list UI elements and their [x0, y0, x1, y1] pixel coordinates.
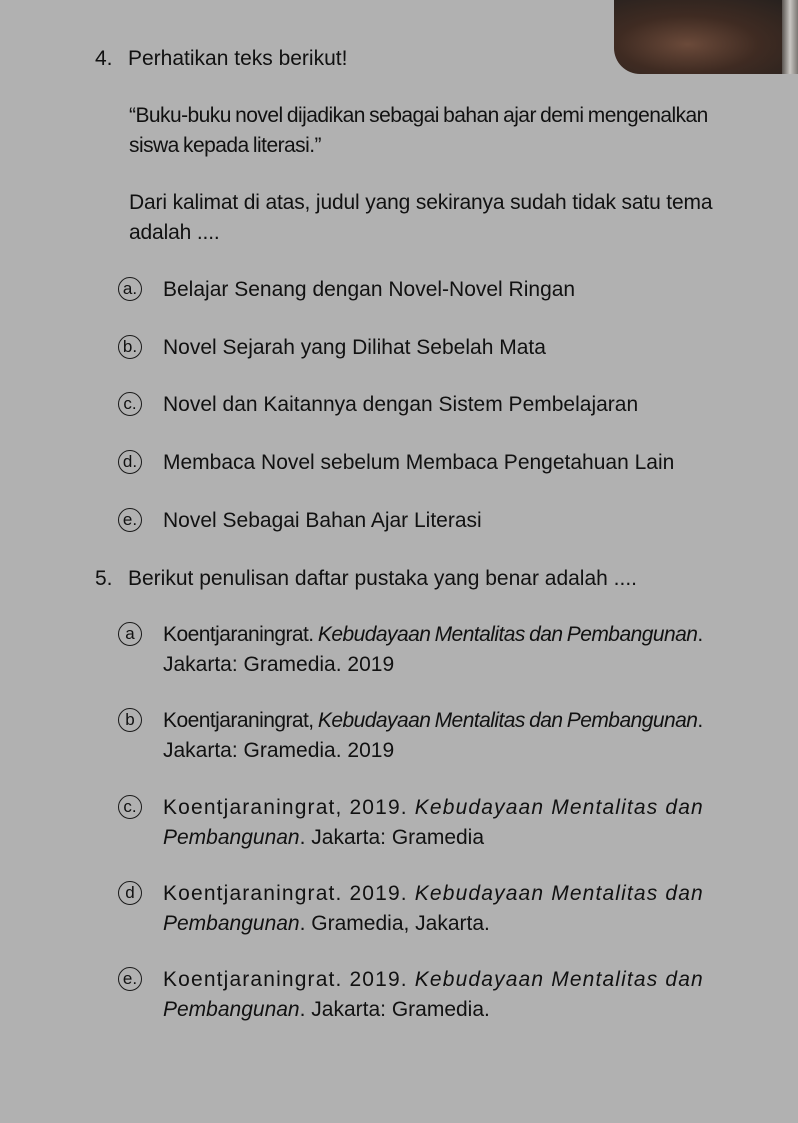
question-prompt: Perhatikan teks berikut!	[128, 47, 348, 70]
corner-photo	[614, 0, 798, 74]
option-letter-badge: d	[118, 881, 142, 905]
quote-paragraph	[129, 101, 789, 161]
option-text: Novel Sejarah yang Dilihat Sebelah Mata	[163, 336, 546, 359]
option-letter-badge: a.	[118, 277, 142, 301]
option-letter-badge: d.	[118, 450, 142, 474]
question-prompt: Berikut penulisan daftar pustaka yang benar adalah ....	[128, 567, 638, 590]
citation-publisher: Jakarta: Gramedia. 2019	[163, 653, 395, 676]
question-number: 5.	[95, 567, 113, 590]
option-text	[163, 966, 704, 1021]
quote-line: “Buku-buku novel dijadikan sebagai bahan ajar demi mengenalkan	[129, 104, 708, 127]
option-text: Membaca Novel sebelum Membaca Pengetahuan Lain	[163, 451, 675, 474]
option-text: Novel Sebagai Bahan Ajar Literasi	[163, 509, 482, 532]
citation-title: Kebudayaan Mentalitas dan	[414, 796, 704, 819]
option-text	[163, 707, 703, 762]
citation-title: Kebudayaan Mentalitas dan	[414, 968, 704, 991]
citation-title: Kebudayaan Mentalitas dan Pembangunan	[317, 623, 698, 646]
question-paragraph	[129, 188, 789, 248]
option-letter-badge: e.	[118, 508, 142, 532]
option-text	[163, 880, 704, 935]
question-number: 4.	[95, 47, 113, 70]
question-line: Dari kalimat di atas, judul yang sekiranya sudah tidak satu tema	[129, 191, 713, 214]
citation-end: .	[697, 623, 703, 646]
quote-line: siswa kepada literasi.”	[129, 134, 321, 157]
photo-edge	[782, 0, 798, 74]
option-letter-badge: b.	[118, 335, 142, 359]
option-letter-badge: e.	[118, 967, 142, 991]
option-letter-badge: c.	[118, 795, 142, 819]
question-line: adalah ....	[129, 221, 220, 244]
citation-title: Kebudayaan Mentalitas dan Pembangunan	[317, 709, 698, 732]
option-letter-badge: a	[118, 622, 142, 646]
citation-author: Koentjaraningrat. 2019.	[163, 968, 415, 991]
option-letter-badge: c.	[118, 392, 142, 416]
option-text: Belajar Senang dengan Novel-Novel Ringan	[163, 278, 576, 301]
option-letter-badge: b	[118, 708, 142, 732]
citation-title: Pembangunan	[163, 826, 300, 849]
citation-title: Kebudayaan Mentalitas dan	[414, 882, 704, 905]
citation-author: Koentjaraningrat.	[163, 623, 318, 646]
citation-publisher: . Jakarta: Gramedia.	[299, 998, 490, 1021]
option-text	[163, 621, 703, 676]
citation-end: .	[697, 709, 703, 732]
citation-author: Koentjaraningrat,	[163, 709, 318, 732]
citation-publisher: . Jakarta: Gramedia	[299, 826, 485, 849]
option-text	[163, 794, 704, 849]
citation-publisher: . Gramedia, Jakarta.	[299, 912, 490, 935]
option-text: Novel dan Kaitannya dengan Sistem Pembelajaran	[163, 393, 639, 416]
citation-author: Koentjaraningrat. 2019.	[163, 882, 415, 905]
citation-author: Koentjaraningrat, 2019.	[163, 796, 415, 819]
citation-publisher: Jakarta: Gramedia. 2019	[163, 739, 395, 762]
citation-title: Pembangunan	[163, 998, 300, 1021]
citation-title: Pembangunan	[163, 912, 300, 935]
